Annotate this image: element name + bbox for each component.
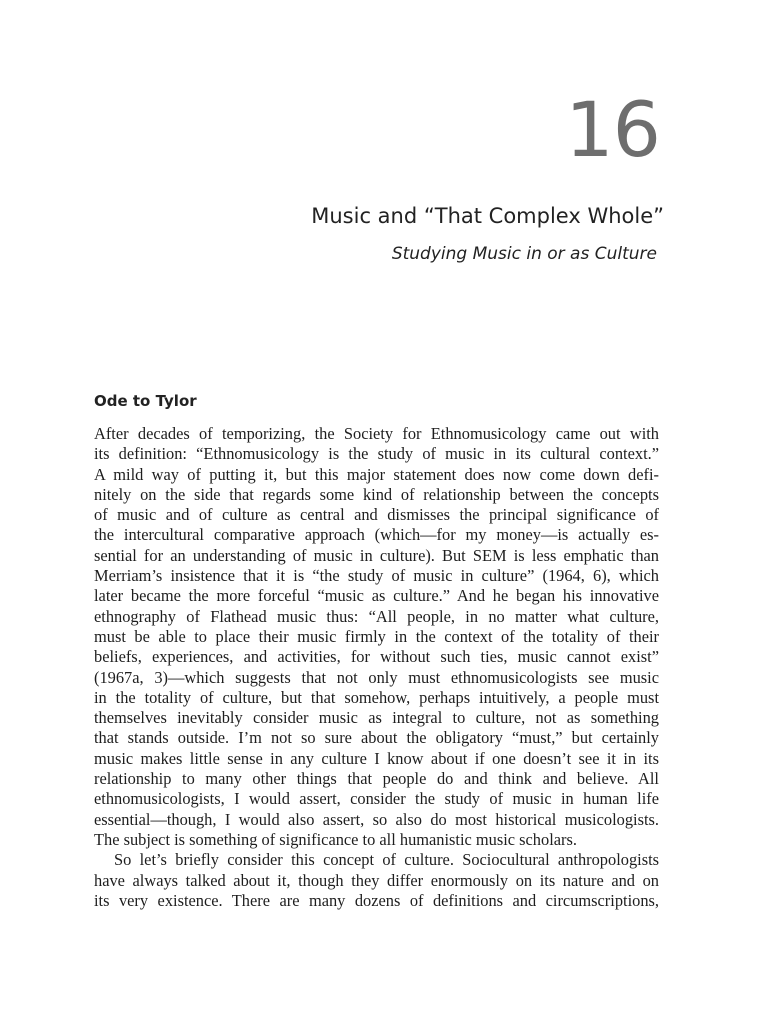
body-line: The subject is something of significance to all humanistic music scholars. <box>94 829 577 849</box>
chapter-number: 16 <box>565 85 660 174</box>
body-line: essential—though, I would also assert, so also do most historical musicologists. <box>94 809 659 829</box>
body-line: in the totality of culture, but that somehow, perhaps intuitively, a people must <box>94 687 659 707</box>
body-line: that stands outside. I’m not so sure about the obligatory “must,” but certainly <box>94 728 659 748</box>
body-line: must be able to place their music firmly in the context of the totality of their <box>94 626 659 646</box>
body-line: themselves inevitably consider music as integral to culture, not as something <box>94 708 659 728</box>
body-line: beliefs, experiences, and activities, for without such ties, music cannot exist” <box>94 647 659 667</box>
body-line: relationship to many other things that people do and think and believe. All <box>94 769 659 789</box>
body-text <box>94 424 659 911</box>
body-line: sential for an understanding of music in culture). But SEM is less emphatic than <box>94 545 659 565</box>
section-heading: Ode to Tylor <box>94 392 197 410</box>
body-line: have always talked about it, though they differ enormously on its nature and on <box>94 870 659 890</box>
body-line: later became the more forceful “music as culture.” And he began his innovative <box>94 586 659 606</box>
body-line: After decades of temporizing, the Society for Ethnomusicology came out with <box>94 424 659 443</box>
body-line: nitely on the side that regards some kind of relationship between the concepts <box>94 484 659 504</box>
body-line: its definition: “Ethnomusicology is the study of music in its cultural context.” <box>94 444 659 464</box>
body-line: the intercultural comparative approach (which—for my money—is actually es- <box>94 525 659 545</box>
body-line: So let’s briefly consider this concept of culture. Sociocultural anthropologists <box>114 850 659 870</box>
body-line: of music and of culture as central and dismisses the principal significance of <box>94 505 659 525</box>
body-line: Merriam’s insistence that it is “the study of music in culture” (1964, 6), which <box>94 566 659 586</box>
body-line: ethnography of Flathead music thus: “All people, in no matter what culture, <box>94 606 659 626</box>
body-line: ethnomusicologists, I would assert, consider the study of music in human life <box>94 789 659 809</box>
body-line: A mild way of putting it, but this major statement does now come down defi- <box>94 464 659 484</box>
body-line: (1967a, 3)—which suggests that not only must ethnomusicologists see music <box>94 667 659 687</box>
chapter-subtitle: Studying Music in or as Culture <box>391 244 657 264</box>
chapter-title: Music and “That Complex Whole” <box>311 204 664 228</box>
body-line: music makes little sense in any culture I know about if one doesn’t see it in its <box>94 748 659 768</box>
body-line: its very existence. There are many dozens of definitions and circumscriptions, <box>94 890 659 910</box>
